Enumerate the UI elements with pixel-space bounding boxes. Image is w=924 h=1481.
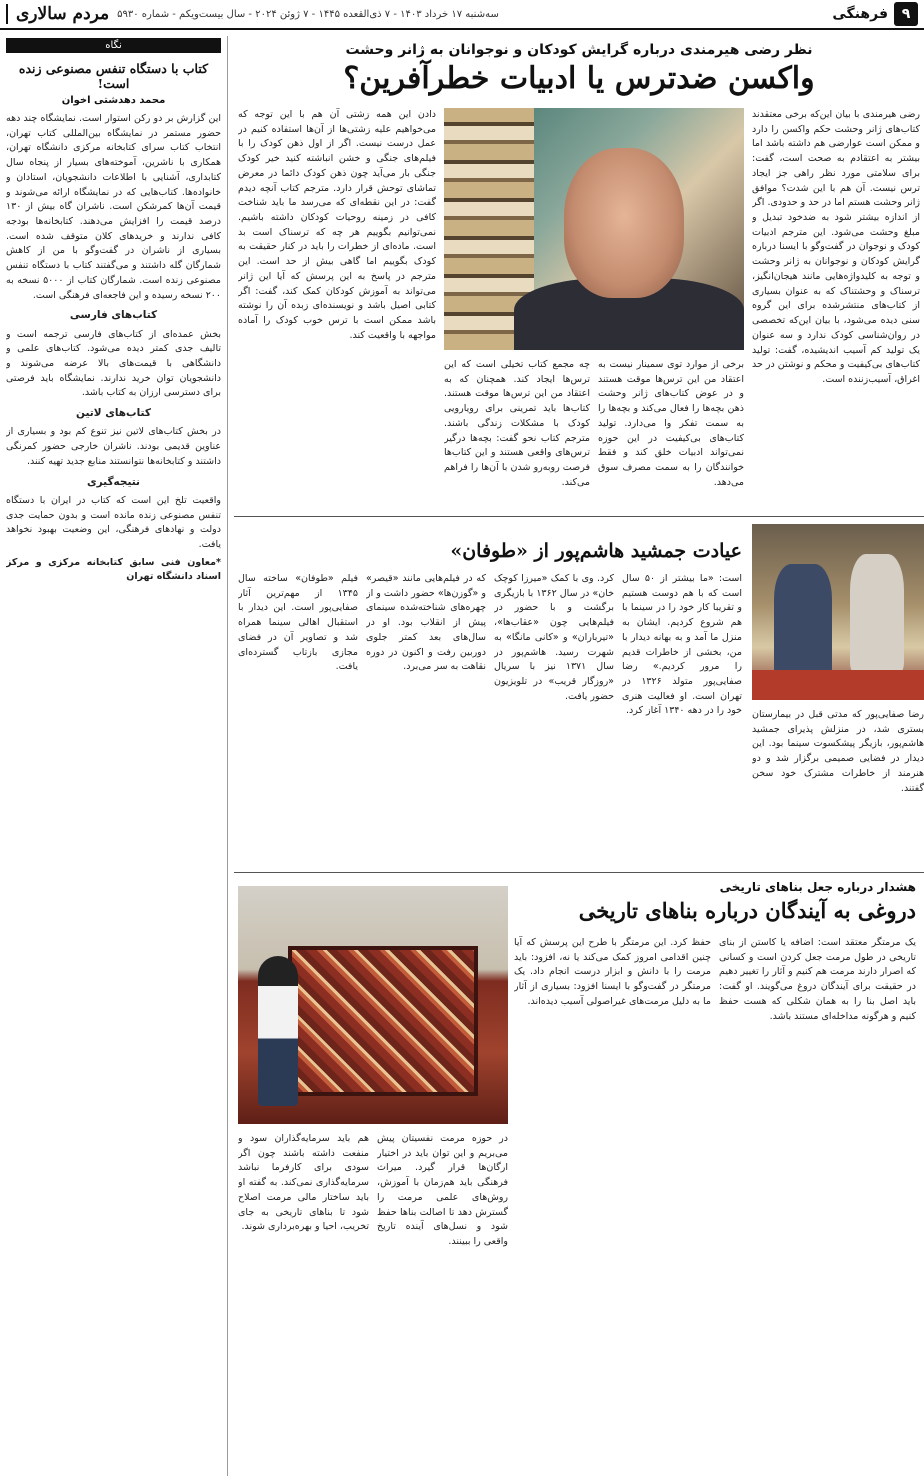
article2-caption: رضا صفایی‌پور که مدتی قبل در بیمارستان بستری شد، در منزلش پذیرای جمشید هاشم‌پور، بازیگر پیشکسوت سینما بود. این دیدار در فضایی صمیمی برگزار شد و دو هنرمند از خاطرات مشترک خود سخن گفتند. (752, 709, 924, 794)
article3-column-c: در حوزه مرمت نفسیتان پیش می‌بریم و این توان باید در اختیار ارگان‌ها قرار گیرد. میراث فرهنگی باید هم‌زمان با آموزش، روش‌های علمی مرمت را گسترش دهد تا اصالت بناها حفظ شود و نسل‌های آینده تاریخ واقعی را ببینند. (377, 1133, 508, 1248)
sidebar-subhead: نتیجه‌گیری (87, 475, 140, 488)
person-graphic (774, 564, 832, 680)
article1-headline: واکسن ضدترس یا ادبیات خطرآفرین؟ (343, 61, 815, 96)
visit-photo (752, 524, 924, 700)
article-historic-buildings (234, 876, 924, 1476)
divider (234, 516, 924, 517)
page-number: ۹ (894, 2, 918, 26)
article3-kicker: هشدار درباره جعل بناهای تاریخی (719, 880, 916, 894)
sidebar-subhead: کتاب‌های فارسی (69, 309, 158, 322)
masthead (6, 4, 499, 24)
sidebar-paragraph: این گزارش بر دو رکن استوار است. نمایشگاه چند دهه حضور مستمر در نمایشگاه بین‌المللی کتاب تهران، انتخاب کتاب سرای کتابخانه مرکزی دانشگاه تهران، همکاری با ناشرین، آموخته‌های بسیار از پنجاه سال کتابداری، آشنایی با اطلاعات دانشجویان، استادان و خانواده‌ها. کتاب‌هایی که در نمایشگاه ارائه می‌شوند و قیمت آن‌ها کمرشکن است. ناشران گاه بیش از ۱۳۰ درصد قیمت را افزایش می‌دهند. کتابخانه‌ها بودجه کافی ندارند و خریدهای کلان متوقف شده است. بسیاری از ناشران در گفت‌وگو با من از کاهش شمارگان گله داشتند و می‌گفتند کتاب با دستگاه تنفس مصنوعی زنده است. شمارگان کتاب از ۵۰۰۰ نسخه به ۲۰۰ نسخه رسیده و این فاجعه‌ای فرهنگی است. (6, 113, 221, 301)
person-graphic (850, 554, 904, 674)
section-name: فرهنگی (832, 6, 888, 22)
article-horror-genre (234, 36, 924, 516)
article3-column-a: یک مرمتگر معتقد است: اضافه یا کاستن از بنای تاریخی در طول مرمت جعل کردن است و کسانی که اصرار دارند مرمت هم کنیم و آثار را تغییر دهیم در حقیقت برای آیندگان دروغ می‌گویند. او گفت: باید اصل بنا را به همان شکلی که هست حفظ کنیم و هرگونه مداخله‌ای مستند باشد. (719, 937, 916, 1022)
sidebar-byline: محمد دهدشتی اخوان (61, 95, 166, 106)
article3-headline: دروغی به آیندگان درباره بناهای تاریخی (578, 898, 916, 923)
article3-columns (514, 936, 916, 1472)
divider (234, 872, 924, 873)
article2-column-a: است: «ما بیشتر از ۵۰ سال است که با هم دوست هستیم و تقریبا کار خود را در سینما با هم شروع کردیم. ایشان به منزل ما آمد و به بهانه دیدار با من، بخشی از خاطرات قدیم را مرور کردیم.» رضا صفایی‌پور متولد ۱۳۲۶ در تهران است. او فعالیت هنری خود را در دهه ۱۳۴۰ آغاز کرد. (622, 573, 742, 717)
sidebar-paragraph: واقعیت تلخ این است که کتاب در ایران با دستگاه تنفس مصنوعی زنده مانده است و بدون حمایت جدی دولت و نهادهای فرهنگی، این وضعیت بهبود نخواهد یافت. (6, 494, 221, 551)
article1-column-right: رضی هیرمندی با بیان این‌که برخی معتقدند کتاب‌های ژانر وحشت حکم واکسن را دارد و ممکن است عوارضی هم داشته باشد اما بیشتر به اعتقادم به صحت است، گفت: برای سلامتی مورد نظر راهی جز ایجاد ترس نیست. آن هم با این شدت؟ موافق ژانر وحشت هستم اما در حد و حدودی. اگر از اندازه بیشتر شود به ضدخود تبدیل و مبلغ وحشت می‌شود. این مترجم ادبیات کودک و نوجوان در گفت‌وگو با ایسنا درباره گرایش کودکان و نوجوانان به ژانر وحشت و توجه به کلیدواژه‌هایی مانند هیجان‌انگیز، ترسناک و وحشتناک که به عنوان بسیاری از کتاب‌های منتشرشده برای این گروه سنی دیده می‌شود، با بیان این‌که تخصصی در روان‌شناسی کودک ندارد و سه عنوان یک تولید کم آسیب اندیشیده، گفت: تولید کتاب‌های بی‌کیفیت و محکم و نوشتن در حد اغراق، آسیب‌زننده است. (752, 109, 920, 385)
article2-columns (238, 572, 742, 868)
sidebar-body (6, 112, 221, 1481)
page-header (0, 0, 924, 30)
main-articles (234, 36, 924, 1476)
newspaper-brand: مردم سالاری (6, 4, 109, 24)
sidebar-tag: نگاه (6, 38, 221, 53)
issue-line: سه‌شنبه ۱۷ خرداد ۱۴۰۳ - ۷ ذی‌القعده ۱۴۴۵ - ۷ ژوئن ۲۰۲۴ - سال بیست‌ویکم - شماره ۵۹۳۰ (117, 8, 499, 20)
table-graphic (752, 670, 924, 700)
portrait-photo (444, 108, 744, 350)
sidebar-title: کتاب با دستگاه تنفس مصنوعی زنده است! (18, 61, 209, 91)
sidebar-paragraph: در بخش کتاب‌های لاتین نیز تنوع کم بود و بسیاری از عناوین قدیمی بودند. ناشران خارجی حضور کمرنگی داشتند و کتابخانه‌ها نتوانستند منابع جدید تهیه کنند. (6, 426, 221, 467)
article1-kicker: نظر رضی هیرمندی درباره گرایش کودکان و نوجوانان به ژانر وحشت (345, 42, 813, 58)
article3-column-d: هم باید سرمایه‌گذاران سود و منفعت داشته باشند چون اگر سودی برای کارفرما نباشد سرمایه‌گذاری نمی‌کند. به گفته او باید ساختار مالی مرمت اصلاح شود تا بناهای تاریخی به جای تخریب، احیا و بهره‌برداری شوند. (238, 1133, 369, 1233)
article2-column-c: که در فیلم‌هایی مانند «قیصر» و «گوزن‌ها» حضور داشت و از چهره‌های شناخته‌شده سینمای پیش از انقلاب بود. او در سال‌های بعد کمتر جلوی دوربین رفت و اکنون در دوره نقاهت به سر می‌برد. (366, 573, 486, 673)
face-graphic (564, 148, 684, 298)
article2-column-d: فیلم «طوفان» ساخته سال ۱۳۴۵ از مهم‌ترین آثار صفایی‌پور است. این دیدار با استقبال اهالی سینما همراه شد و تصاویر آن در فضای مجازی بازتاب گسترده‌ای یافت. (238, 573, 358, 673)
article-hashempour-visit (234, 520, 924, 872)
carpet-graphic (288, 946, 478, 1096)
article2-headline: عیادت جمشید هاشم‌پور از «طوفان» (450, 540, 742, 562)
article3-under-photo-columns (238, 1132, 508, 1472)
opinion-sidebar (0, 36, 228, 1476)
article1-column-mid-b: چه مجمع کتاب تخیلی است که این ترس‌ها ایجاد کند. همچنان که به اعتقاد من این ترس‌ها موقت هستند. کتاب‌ها باید تمرینی برای رویارویی کودک با مشکلات زندگی باشند. مترجم کتاب نحو گفت: بچه‌ها درگیر ترس‌های واقعی هستند و این کتاب‌ها فرصت روبه‌رو شدن با آن‌ها را فراهم می‌کند. (444, 359, 590, 488)
sidebar-subhead: کتاب‌های لاتین (76, 407, 151, 420)
article1-column-left: دادن این همه زشتی آن هم با این توجه که می‌خواهیم علیه زشتی‌ها از آن‌ها استفاده کنیم در عمل درست نیست. اگر از اول ذهن کودک را با فیلم‌های جنگی و خشن انباشته کنید خیر کودک جنگی بار می‌آید چون ذهن کودک دائما در معرض تماشای توحش قرار دارد. مترجم کتاب آنچه دیدم گفت: در این نقطه‌ای که می‌رسد ما باید شناخت کافی در زمینه روحیات کودکان داشته باشیم. نمی‌توانیم بگوییم هر چه که ترسناک است بد است. ماده‌ای از خطرات را باید در کنار حقیقت به کودک بگوییم اما گاهی بیش از حد است. این مترجم در پاسخ به این پرسش که آیا این ژانر می‌تواند به آموزش کودکان کمک کند، گفت: اگر کتابی اصیل باشد و نویسنده‌ای زبده آن را نوشته باشد ممکن است با ترس خوب کودک را آماده مواجهه با واقعیت کند. (238, 109, 436, 341)
article3-column-b: حفظ کرد. این مرمتگر با طرح این پرسش که آیا چنین اقدامی امروز کمک می‌کند یا نه، افزود: باید مرمت را با دانش و ابزار درست انجام داد. یک مرمتگر در گفت‌وگو با ایسنا افزود: بسیاری از آثار ما به دلیل مرمت‌های غیراصولی آسیب دیده‌اند. (514, 937, 711, 1007)
sidebar-paragraph: بخش عمده‌ای از کتاب‌های فارسی ترجمه است و تالیف جدی کمتر دیده می‌شود. کتاب‌های علمی و دانشگاهی با قیمت‌های بالا عرضه می‌شوند و دانشجویان توان خرید ندارند. نمایشگاه باید فرصتی برای دسترسی ارزان به کتاب باشد. (6, 328, 221, 399)
section-tab (832, 2, 918, 26)
worker-graphic (258, 956, 298, 1106)
article1-mid-columns (444, 358, 744, 508)
article1-column-mid-a: برخی از موارد توی سمینار نیست به اعتقاد من این ترس‌ها موقت هستند و در عوض کتاب‌های ژانر وحشت ذهن بچه‌ها را فعال می‌کند و بچه‌ها را به سمت تفکر وا می‌دارد. تولید کتاب‌های بی‌کیفیت در این حوزه نمی‌تواند ادبیات خلق کند و فقط خوانندگان را به سمت مصرف سوق می‌دهد. (598, 359, 744, 488)
article2-column-b: کرد. وی با کمک «میرزا کوچک خان» در سال ۱۳۶۲ با بازیگری برگشت و با حضور در فیلم‌هایی چون «عقاب‌ها»، «تیرباران» و «کانی مانگا» به شهرت رسید. هاشم‌پور در سال ۱۳۷۱ نیز با سریال «روزگار قریب» در تلویزیون حضور یافت. (494, 573, 614, 702)
restoration-photo (238, 886, 508, 1124)
sidebar-signature: *معاون فنی سابق کتابخانه مرکزی و مرکز اسناد دانشگاه تهران (6, 556, 221, 583)
